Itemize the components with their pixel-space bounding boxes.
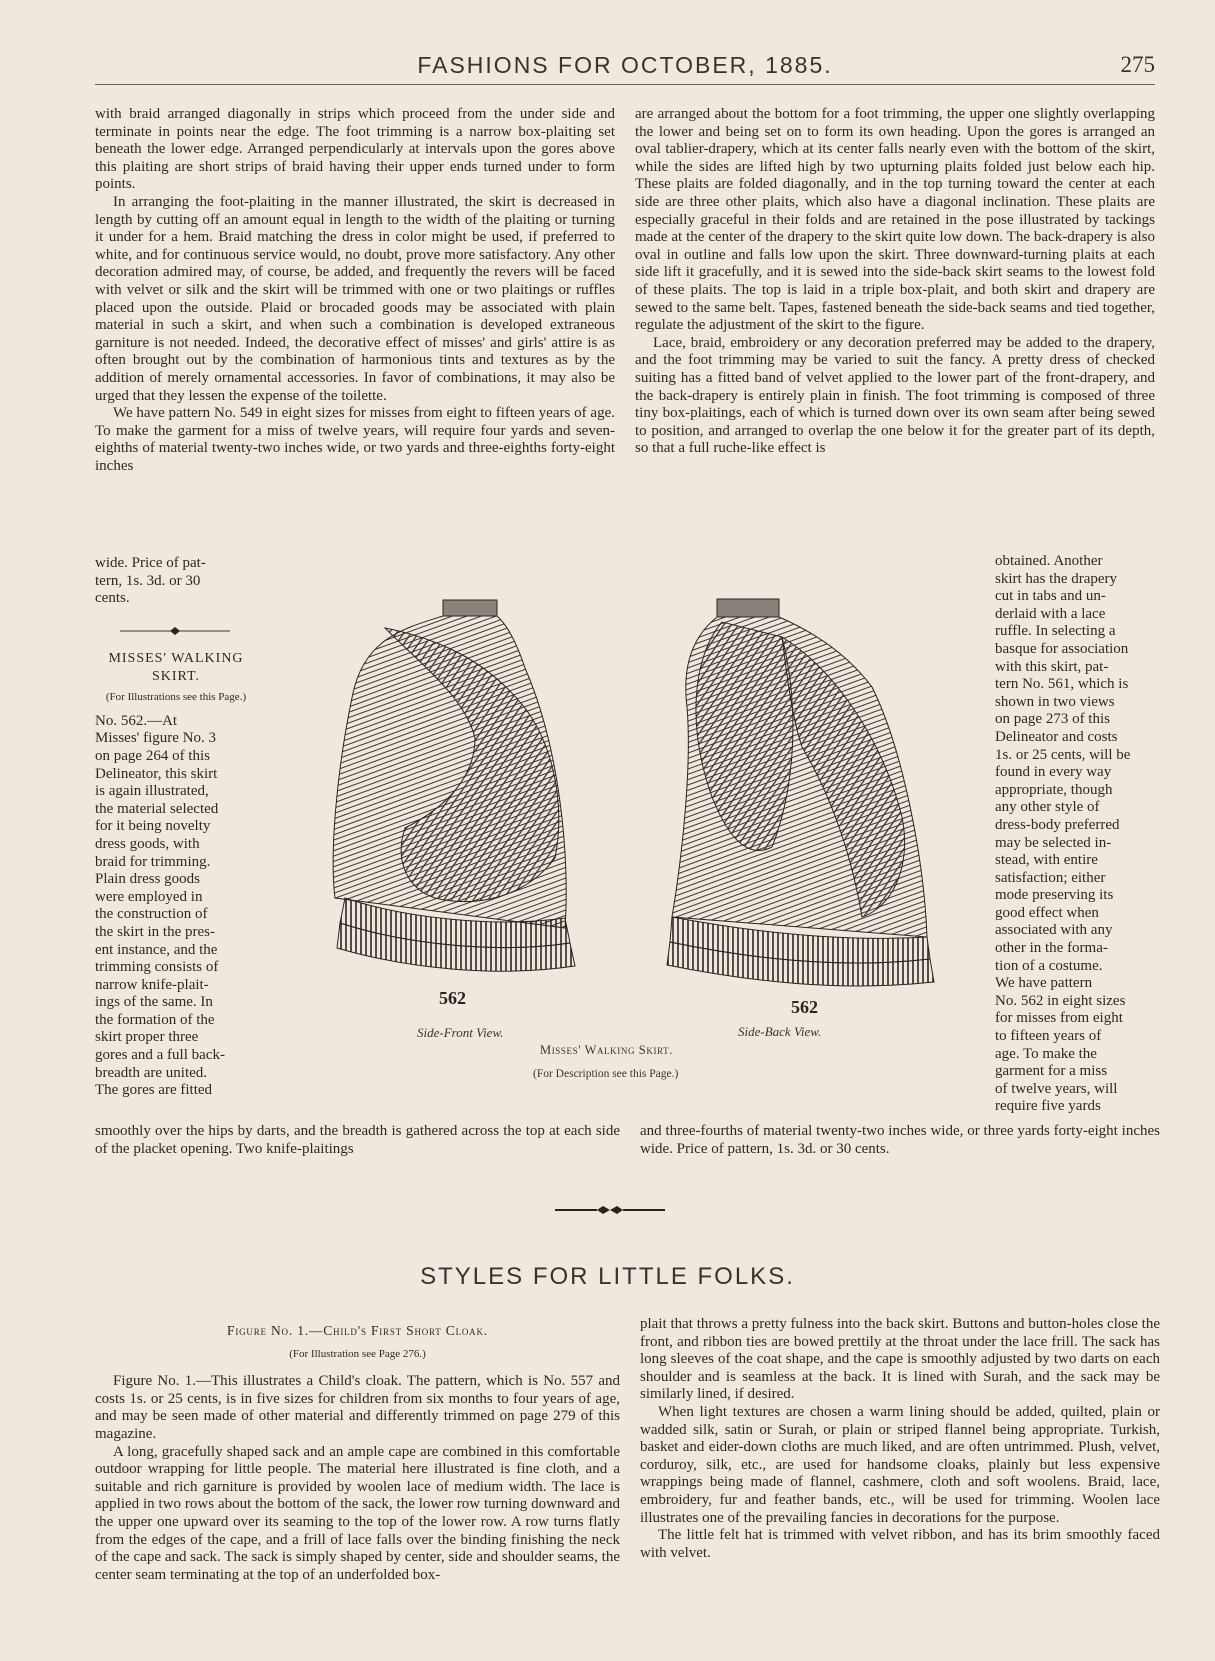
paragraph: plait that throws a pretty fulness into the back skirt. Buttons and button-holes close the front, and ribbon ties are bowed prettily at the throat under the lace frill. The sack has long sleeves of the coat shape, and the cape is smoothly adjusted by two darts on each shoulder and is seamless at the back. It is lined with Surah, and the sack may be similarly lined, if desired. bbox=[640, 1316, 1160, 1403]
text-line: appropriate, though bbox=[995, 781, 1113, 798]
text-line: for misses from eight bbox=[995, 1010, 1123, 1027]
text-line: narrow knife-plait- bbox=[95, 976, 209, 993]
text-line: skirt proper three bbox=[95, 1029, 199, 1046]
text-line: derlaid with a lace bbox=[995, 605, 1106, 622]
misses-bottom-left bbox=[95, 1123, 620, 1158]
text-line: We have pattern bbox=[995, 975, 1093, 992]
text-line: No. 562.—At bbox=[95, 712, 178, 729]
text-line: mode preserving its bbox=[995, 887, 1114, 904]
text-line: cut in tabs and un- bbox=[995, 588, 1106, 605]
text-line: cents. bbox=[95, 590, 130, 607]
article-heading: Figure No. 1.—Child's First Short Cloak. bbox=[227, 1323, 488, 1338]
text-line: may be selected in- bbox=[995, 834, 1112, 851]
article-body bbox=[995, 553, 1160, 1116]
page-number: 275 bbox=[1120, 52, 1155, 77]
right-bottom bbox=[640, 1123, 1160, 1158]
text-line: age. To make the bbox=[995, 1045, 1097, 1062]
front-view-caption: Side-Front View. bbox=[417, 1025, 504, 1040]
skirt-side-front-illustration bbox=[325, 598, 585, 983]
text-line: satisfaction; either bbox=[995, 869, 1106, 886]
text-line: of twelve years, will bbox=[995, 1080, 1118, 1097]
illustration-note: (For Description see this Page.) bbox=[533, 1068, 679, 1080]
section-title: STYLES FOR LITTLE FOLKS. bbox=[420, 1263, 795, 1290]
text-line: breadth are united. bbox=[95, 1064, 208, 1081]
running-title: FASHIONS FOR OCTOBER, 1885. bbox=[417, 52, 833, 78]
text-line: braid for trimming. bbox=[95, 853, 211, 870]
article-note: (For Illustration see Page 276.) bbox=[289, 1347, 426, 1360]
paragraph: When light textures are chosen a warm lining should be added, quilted, plain or wadded silk, satin or Surah, or plain or striped flannel being appropriate. Turkish, basket and eider-down cloths are much liked, and are often untrimmed. Plush, velvet, corduroy, silk, etc., are used for handsome cloaks, plainly but less expensive wrappings being made of flannel, cashmere, cloth and soft woolens. Braid, lace, embroidery, fur and feather bands, etc., will be used for trimming. Woolen lace illustrates one of the prevailing fancies in decorations for the purpose. bbox=[640, 1403, 1160, 1526]
text-line: on page 264 of this bbox=[95, 747, 210, 764]
cloak-article-left bbox=[95, 1322, 620, 1584]
text-line: 1s. or 25 cents, will be bbox=[995, 746, 1131, 763]
misses-skirt-article bbox=[95, 650, 257, 1100]
text-line: shown in two views bbox=[995, 693, 1115, 710]
text-line: the skirt in the pres- bbox=[95, 923, 215, 940]
text-line: Delineator, this skirt bbox=[95, 765, 218, 782]
text-line: any other style of bbox=[995, 799, 1100, 816]
pattern-number-back: 562 bbox=[791, 997, 818, 1017]
pattern-number-front: 562 bbox=[439, 988, 466, 1008]
back-view-caption: Side-Back View. bbox=[738, 1024, 822, 1039]
text-line: the formation of the bbox=[95, 1011, 215, 1028]
paragraph: Lace, braid, embroidery or any decoration preferred may be added to the drapery, and the foot trimming may be varied to suit the fancy. A pretty dress of checked suiting has a fitted band of velvet applied to the lower part of the front-drapery, and the back-drapery is entirely plain in finish. The foot trimming is composed of three tiny box-plaitings, each of which is turned down over its own seam after being sewed to position, and arranged to overlap the one below it for the greater part of its depth, so that a full ruche-like effect is bbox=[635, 334, 1155, 457]
text-line: tern, 1s. 3d. or 30 bbox=[95, 572, 201, 589]
paragraph: smoothly over the hips by darts, and the breadth is gathered across the top at each side of the placket opening. Two knife-plaitings bbox=[95, 1123, 620, 1157]
paragraph: In arranging the foot-plaiting in the manner illustrated, the skirt is decreased in length by cutting off an amount equal in length to the width of the plaiting or turning it under for a hem. Braid matching the dress in color might be used, if preferred to white, and for continuous service would, no doubt, prove more satisfactory. Any other decoration admired may, of course, be added, and frequently the revers will be faced with velvet or silk and the skirt will be trimmed with one or two plaitings or ruffles placed upon the outside. Plaid or brocaded goods may be associated with plain material in such a skirt, and when such a combination is developed extraneous garniture is not needed. Indeed, the decorative effect of misses' and girls' attire is as often brought out by the combination of harmonious tints and textures as by the addition of merely ornamental accessories. In favor of combinations, it may also be urged that they lessen the expense of the toilette. bbox=[95, 193, 615, 404]
paragraph: and three-fourths of material twenty-two inches wide, or three yards forty-eight inches wide. Price of pattern, 1s. 3d. or 30 cents. bbox=[640, 1123, 1160, 1157]
paragraph: with braid arranged diagonally in strips which proceed from the under side and terminate in points near the edge. The foot trimming is a narrow box-plaiting set beneath the lower edge. Arranged perpendicularly at intervals upon the gores above this plaiting are short strips of braid having their upper ends turned under to form points. bbox=[95, 106, 615, 193]
text-line: gores and a full back- bbox=[95, 1047, 225, 1064]
paragraph: The little felt hat is trimmed with velvet ribbon, and has its brim smoothly faced with velvet. bbox=[640, 1527, 1160, 1561]
text-line: trimming consists of bbox=[95, 959, 219, 976]
text-line: Plain dress goods bbox=[95, 871, 200, 888]
text-line: The gores are fitted bbox=[95, 1082, 213, 1099]
text-line: dress-body preferred bbox=[995, 816, 1120, 833]
text-line: tern No. 561, which is bbox=[995, 676, 1129, 693]
text-line: the construction of bbox=[95, 906, 208, 923]
text-line: the material selected bbox=[95, 800, 219, 817]
text-line: garment for a miss bbox=[995, 1063, 1108, 1080]
text-line: good effect when bbox=[995, 904, 1099, 921]
article-heading: MISSES' WALKING SKIRT. bbox=[108, 651, 244, 684]
text-line: ent instance, and the bbox=[95, 941, 218, 958]
text-line: wide. Price of pat- bbox=[95, 555, 206, 571]
ornament-divider bbox=[120, 626, 230, 636]
text-line: No. 562 in eight sizes bbox=[995, 992, 1126, 1009]
text-line: Misses' figure No. 3 bbox=[95, 730, 217, 747]
paragraph: are arranged about the bottom for a foot trimming, the upper one slightly overlapping the lower and being set on to form its own heading. Upon the gores is arranged an oval tablier-drapery, which at its center falls nearly even with the bottom of the skirt, while the sides are lifted high by two upturning plaits folded just below each hip. These plaits are folded diagonally, and in the top turning toward the center at each side are three other plaits, which also have a diagonal inclination. These plaits are especially graceful in their folds and are retained in the pose illustrated by tackings made at the center of the drapery to the skirt quite low down. The back-drapery is also oval in outline and falls low upon the skirt. Three downward-turning plaits at each side lift it gracefully, and it is sewed into the side-back skirt seams to the lowest fold of these plaits. The top is laid in a triple box-plait, and both skirt and drapery are sewed to the same belt. Tapes, fastened beneath the side-back seams and tied together, regulate the adjustment of the skirt to the figure. bbox=[635, 106, 1155, 334]
text-line: Delineator and costs bbox=[995, 728, 1118, 745]
paragraph: Figure No. 1.—This illustrates a Child's cloak. The pattern, which is No. 557 and costs 1s. or 25 cents, is in five sizes for children from six months to four years of age, and may be seen made of other material and differently trimmed on page 279 of this magazine. bbox=[95, 1373, 620, 1442]
text-line: with this skirt, pat- bbox=[995, 658, 1109, 675]
article-note: (For Illustrations see this Page.) bbox=[105, 691, 247, 704]
text-line: found in every way bbox=[995, 764, 1112, 781]
text-line: dress goods, with bbox=[95, 835, 200, 852]
page-header bbox=[95, 52, 1155, 82]
skirt-side-back-illustration bbox=[662, 597, 937, 992]
right-narrow-column bbox=[995, 553, 1160, 1116]
text-line: associated with any bbox=[995, 922, 1113, 939]
text-line: is again illustrated, bbox=[95, 783, 209, 800]
cloak-article-right bbox=[640, 1316, 1160, 1562]
text-line: for it being novelty bbox=[95, 818, 211, 835]
text-line: on page 273 of this bbox=[995, 711, 1110, 728]
paragraph: A long, gracefully shaped sack and an ample cape are combined in this comfortable outdoor wrapping for little people. The material here illustrated is fine cloth, and a suitable and rich garniture is provided by woolen lace of medium width. The lace is applied in two rows about the bottom of the sack, the lower row turning downward and the upper one upward over its seaming to the top of the lower row. A row turns flatly from the edges of the cape, and a frill of lace falls over the binding finishing the neck of the cape and sack. The sack is simply shaped by center, side and shoulder seams, the center seam terminating at the top of an underfolded box- bbox=[95, 1443, 620, 1583]
top-left-tail bbox=[95, 555, 260, 608]
text-line: obtained. Another bbox=[995, 553, 1103, 569]
text-line: were employed in bbox=[95, 888, 203, 905]
section-ornament bbox=[555, 1204, 665, 1216]
text-line: ruffle. In selecting a bbox=[995, 623, 1116, 640]
text-line: ings of the same. In bbox=[95, 994, 213, 1011]
illustration-title: Misses' Walking Skirt. bbox=[540, 1043, 673, 1057]
text-line: tion of a costume. bbox=[995, 957, 1103, 974]
text-line: skirt has the drapery bbox=[995, 570, 1118, 587]
text-line: require five yards bbox=[995, 1098, 1101, 1115]
top-left-column bbox=[95, 106, 615, 475]
article-body bbox=[95, 713, 257, 1100]
paragraph: We have pattern No. 549 in eight sizes for misses from eight to fifteen years of age. To make the garment for a miss of twelve years, will require four yards and seven-eighths of material twenty-two inches wide, or two yards and three-eighths forty-eight inches bbox=[95, 405, 615, 474]
header-rule bbox=[95, 84, 1155, 85]
text-line: basque for association bbox=[995, 640, 1129, 657]
top-right-column bbox=[635, 106, 1155, 458]
text-line: other in the forma- bbox=[995, 940, 1108, 957]
text-line: stead, with entire bbox=[995, 852, 1098, 869]
text-line: to fifteen years of bbox=[995, 1028, 1102, 1045]
